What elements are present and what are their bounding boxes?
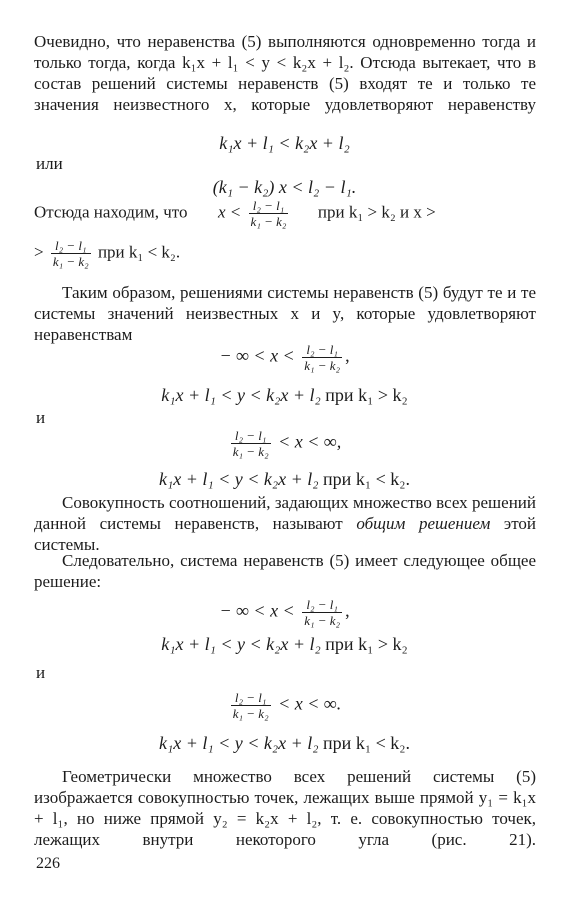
solution-lead: Отсюда находим, что <box>34 202 188 222</box>
condition-lt: при k₁ < k₂. <box>97 242 181 262</box>
formula-range-3: − ∞ < x < $\frac{\text{l₂ − l₁}}{\text{k₁ − k₂}}$ , <box>219 597 350 628</box>
paragraph-4: Совокупность соотношений, задающих множество всех решений данной системы неравенств, называют общим решением этой системы. <box>34 493 537 554</box>
paragraph-3: Таким образом, решениями системы неравенств (5) будут те и те системы значений неизвестных x и y, которые удовлетворяют неравенствам <box>34 283 536 344</box>
formula-y-2: k₁x + l₁ < y < k₂x + l₂ при k₁ < k₂. <box>158 469 411 489</box>
x-less: x < <box>218 202 242 222</box>
formula-y-4: k₁x + l₁ < y < k₂x + l₂ при k₁ < k₂. <box>158 733 411 753</box>
fraction: $\frac{\text{l₂ − l₁}}{\text{k₁ − k₂}}$ <box>232 690 269 721</box>
solution-line-1 <box>34 198 536 229</box>
paragraph-6: Геометрически множество всех решений системы (5) изображается совокупностью точек, лежащих выше прямой y₁ = k₁x + l₁, но ниже прямой y₂ = k₂x + l₂, т. е. совокупностью точек, лежащих внутри некоторого угла (рис. 21). <box>34 767 536 849</box>
page-number: 226 <box>36 855 60 872</box>
fraction: $\frac{\text{l₂ − l₁}}{\text{k₁ − k₂}}$ <box>304 342 341 373</box>
greater-sign: > <box>34 242 44 262</box>
paragraph-1: Очевидно, что неравенства (5) выполняются одновременно тогда и только тогда, когда k₁x + l₁ < y < k₂x + l₂. Отсюда вытекает, что в состав решений системы неравенств (5) входят те и только те значения неизвестного x, которые удовлетворяют неравенству <box>34 32 536 114</box>
word-and-1: и <box>36 408 46 427</box>
word-and-2: и <box>36 663 46 682</box>
formula-range-4: $\frac{\text{l₂ − l₁}}{\text{k₁ − k₂}}$ < x < ∞. <box>232 690 342 721</box>
formula-1: k₁x + l₁ < k₂x + l₂ <box>219 133 350 153</box>
paragraph-5: Следовательно, система неравенств (5) имеет следующее общее решение: <box>34 551 536 591</box>
formula-range-2: $\frac{\text{l₂ − l₁}}{\text{k₁ − k₂}}$ < x < ∞, <box>232 428 342 459</box>
term-general-solution: общим решением <box>356 514 491 533</box>
fraction: $\frac{\text{l₂ − l₁}}{\text{k₁ − k₂}}$ <box>250 198 287 229</box>
solution-line-2 <box>34 238 536 269</box>
fraction: $\frac{\text{l₂ − l₁}}{\text{k₁ − k₂}}$ <box>52 238 89 269</box>
formula-range-1: − ∞ < x < $\frac{\text{l₂ − l₁}}{\text{k₁ − k₂}}$ , <box>219 342 350 373</box>
formula-2: (k₁ − k₂) x < l₂ − l₁. <box>212 177 357 197</box>
fraction: $\frac{\text{l₂ − l₁}}{\text{k₁ − k₂}}$ <box>232 428 269 459</box>
condition-gt: при k₁ > k₂ и x > <box>317 202 436 222</box>
fraction: $\frac{\text{l₂ − l₁}}{\text{k₁ − k₂}}$ <box>304 597 341 628</box>
formula-y-3: k₁x + l₁ < y < k₂x + l₂ при k₁ > k₂ <box>161 634 408 654</box>
formula-y-1: k₁x + l₁ < y < k₂x + l₂ при k₁ > k₂ <box>161 385 408 405</box>
word-or: или <box>36 154 63 173</box>
